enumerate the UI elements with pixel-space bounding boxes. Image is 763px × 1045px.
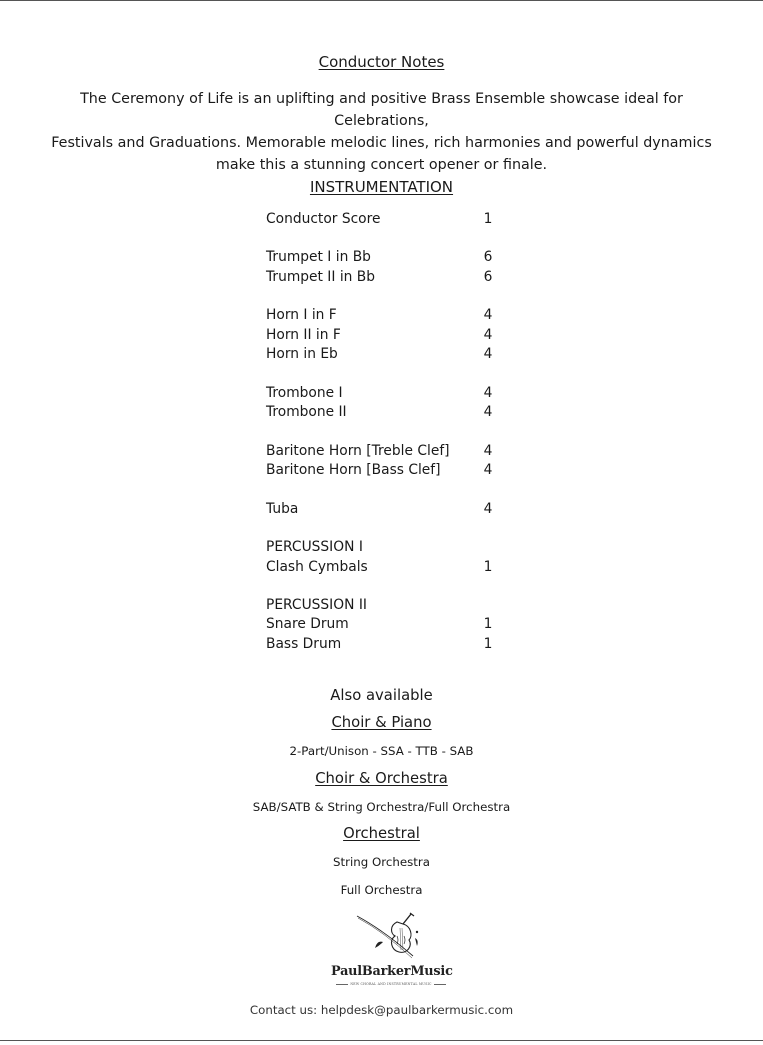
instrumentation-heading: INSTRUMENTATION [309, 178, 454, 196]
instrument-quantity: 1 [483, 211, 493, 227]
choir-orchestra-heading: Choir & Orchestra [315, 770, 448, 787]
instrument-quantity: 4 [483, 385, 493, 401]
contact-info: Contact us: helpdesk@paulbarkermusic.com [249, 1003, 514, 1017]
instrument-row [266, 557, 496, 577]
instrument-row [266, 402, 496, 422]
intro-line: The Ceremony of Life is an uplifting and positive Brass Ensemble showcase ideal for Celebrations, [80, 91, 683, 129]
instrument-name: Baritone Horn [Bass Clef] [266, 462, 441, 478]
choir-orchestra-detail: SAB/SATB & String Orchestra/Full Orchestra [252, 800, 511, 814]
orchestral-detail: Full Orchestra [340, 883, 423, 897]
orchestral-heading: Orchestral [343, 825, 420, 842]
instrument-name: Baritone Horn [Treble Clef] [266, 443, 450, 459]
instrument-row [266, 460, 496, 480]
instrument-row [266, 209, 496, 229]
instrument-quantity: 1 [483, 636, 493, 652]
instrument-name: Trombone I [266, 385, 343, 401]
page-title: Conductor Notes [318, 53, 445, 71]
instrument-quantity: 6 [483, 249, 493, 265]
instrument-name: Horn I in F [266, 307, 337, 323]
instrument-name: Tuba [266, 501, 299, 517]
publisher-logo [331, 912, 451, 988]
instrument-name: Horn in Eb [266, 346, 338, 362]
instrument-quantity: 4 [483, 501, 493, 517]
instrument-name: Conductor Score [266, 211, 381, 227]
intro-paragraph [40, 88, 723, 176]
percussion-group-label [266, 537, 496, 557]
instrument-group-name: PERCUSSION I [266, 539, 363, 555]
logo-wordmark: PaulBarkerMusic [331, 964, 453, 979]
also-available-title: Also available [330, 687, 433, 704]
instrument-row [266, 305, 496, 325]
intro-line: make this a stunning concert opener or finale. [215, 157, 548, 173]
instrument-quantity: 4 [483, 327, 493, 343]
bottom-rule [0, 1040, 763, 1041]
instrument-quantity: 4 [483, 307, 493, 323]
instrument-row [266, 614, 496, 634]
intro-line: Festivals and Graduations. Memorable melodic lines, rich harmonies and powerful dynamics [51, 135, 712, 151]
logo-tagline: NEW CHORAL AND INSTRUMENTAL MUSIC [331, 982, 451, 986]
instrument-row [266, 344, 496, 364]
instrument-row [266, 325, 496, 345]
instrument-name: Trumpet I in Bb [266, 249, 371, 265]
violin-logo-icon [353, 912, 431, 962]
choir-piano-detail: 2-Part/Unison - SSA - TTB - SAB [289, 744, 474, 758]
instrument-quantity: 4 [483, 404, 493, 420]
instrument-row [266, 247, 496, 267]
instrument-row [266, 267, 496, 287]
instrument-name: Bass Drum [266, 636, 342, 652]
instrument-name: Horn II in F [266, 327, 341, 343]
orchestral-detail: String Orchestra [333, 855, 430, 869]
instrument-quantity: 4 [483, 462, 493, 478]
percussion-group-label [266, 595, 496, 615]
instrument-quantity: 1 [483, 616, 493, 632]
instrument-quantity: 4 [483, 443, 493, 459]
instrument-name: Clash Cymbals [266, 559, 368, 575]
instrument-quantity: 1 [483, 559, 493, 575]
instrument-row [266, 383, 496, 403]
instrument-name: Trumpet II in Bb [266, 269, 376, 285]
instrument-name: Trombone II [266, 404, 347, 420]
top-rule [0, 0, 763, 1]
instrument-row [266, 441, 496, 461]
instrument-name: Snare Drum [266, 616, 349, 632]
instrument-row [266, 499, 496, 519]
instrument-quantity: 4 [483, 346, 493, 362]
instrument-quantity: 6 [483, 269, 493, 285]
instrument-group-name: PERCUSSION II [266, 597, 367, 613]
choir-piano-heading: Choir & Piano [331, 714, 432, 731]
instrument-row [266, 634, 496, 654]
